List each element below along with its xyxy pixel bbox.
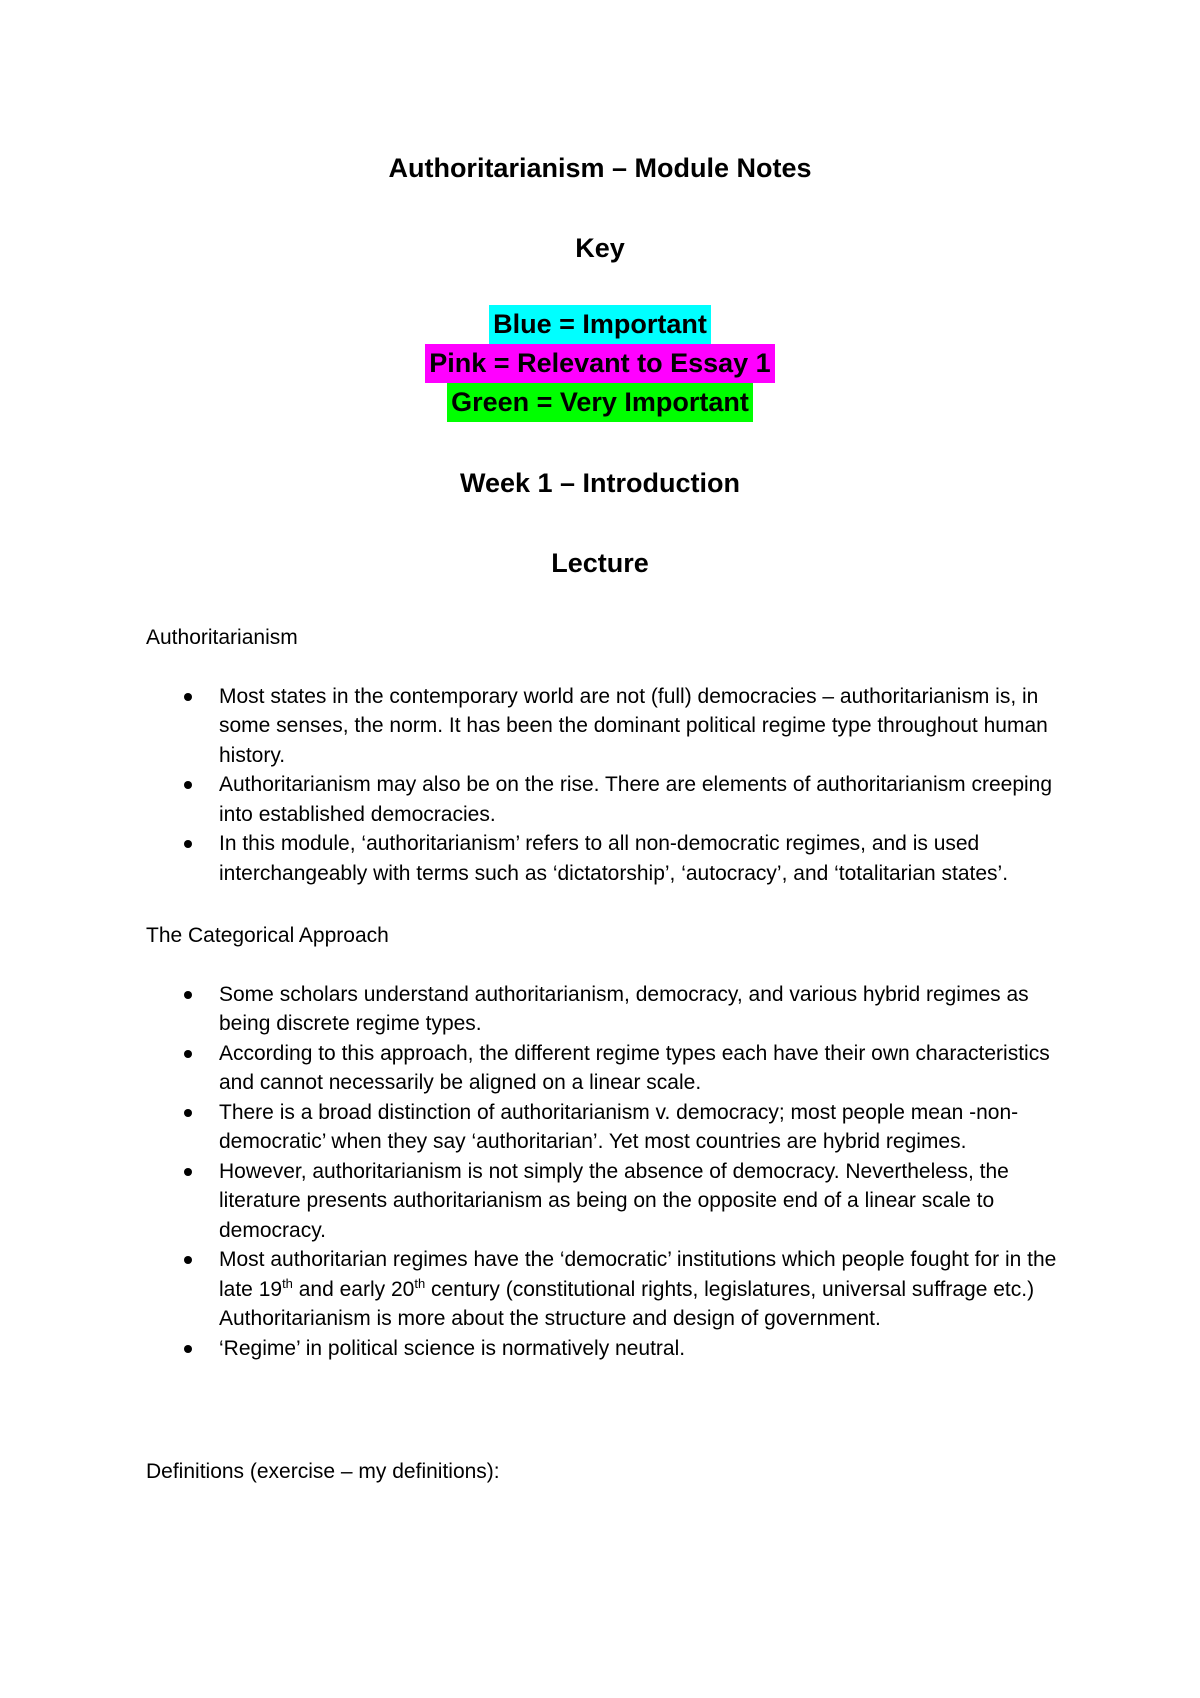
list-item-text: [219, 1248, 1056, 1330]
list-item: [146, 1157, 1076, 1246]
list-item-text: However, authoritarianism is not simply the absence of democracy. Nevertheless, the literature presents authoritarianism as being on the opposite end of a linear scale to democracy.: [219, 1159, 1009, 1242]
bullet-list: [146, 980, 1076, 1364]
section-definitions: [146, 1457, 1076, 1487]
bullet-icon: [184, 693, 192, 701]
list-item: [146, 1245, 1076, 1334]
ordinal-suffix: th: [414, 1275, 426, 1291]
bullet-icon: [184, 1345, 192, 1353]
list-item-text: According to this approach, the different regime types each have their own characteristics and cannot necessarily be aligned on a linear scale.: [219, 1041, 1050, 1094]
list-item: [146, 980, 1076, 1039]
text-segment: century (constitutional rights, legislatures, universal suffrage etc.) Authoritarianism is more about the structure and design of government.: [219, 1277, 1035, 1330]
section-heading: The Categorical Approach: [146, 924, 389, 947]
list-item-text: ‘Regime’ in political science is normatively neutral.: [219, 1336, 686, 1360]
bullet-icon: [184, 781, 192, 789]
list-item-text: There is a broad distinction of authoritarianism v. democracy; most people mean -non-democratic’ when they say ‘authoritarian’. Yet most countries are hybrid regimes.: [219, 1100, 1019, 1153]
bullet-icon: [184, 1256, 192, 1264]
ordinal-suffix: th: [282, 1275, 293, 1291]
bullet-icon: [184, 1109, 192, 1117]
list-item-text: In this module, ‘authoritarianism’ refers to all non-democratic regimes, and is used interchangeably with terms such as ‘dictatorship’, ‘autocracy’, and ‘totalitarian states’.: [219, 832, 1009, 885]
bullet-icon: [184, 1168, 192, 1176]
list-item: [146, 829, 1076, 888]
key-heading: Key: [575, 233, 625, 263]
list-item: [146, 1334, 1076, 1364]
text-segment: and early 20: [292, 1277, 415, 1301]
legend-pink-essay-relevant: Pink = Relevant to Essay 1: [425, 344, 774, 383]
list-item-text: Some scholars understand authoritarianism, democracy, and various hybrid regimes as being discrete regime types.: [219, 982, 1029, 1035]
legend-green-very-important: Green = Very Important: [447, 383, 753, 422]
section-heading: Authoritarianism: [146, 626, 298, 649]
bullet-icon: [184, 991, 192, 999]
bullet-icon: [184, 1050, 192, 1058]
list-item: [146, 682, 1076, 771]
week-heading: Week 1 – Introduction: [459, 468, 741, 498]
bullet-icon: [184, 840, 192, 848]
list-item: [146, 1039, 1076, 1098]
section-authoritarianism: [146, 623, 1076, 888]
section-heading: Definitions (exercise – my definitions):: [146, 1460, 500, 1483]
color-key-legend: [0, 305, 1200, 422]
list-item-text: Most states in the contemporary world are not (full) democracies – authoritarianism is, in some senses, the norm. It has been the dominant political regime type throughout human history.: [219, 684, 1048, 767]
text-segment: Most authoritarian regimes have the ‘democratic’ institutions which people fought for in the late 19: [219, 1248, 1057, 1301]
list-item: [146, 1098, 1076, 1157]
document-title: Authoritarianism – Module Notes: [388, 153, 812, 183]
lecture-heading: Lecture: [551, 548, 649, 578]
legend-blue-important: Blue = Important: [489, 305, 711, 344]
list-item: [146, 770, 1076, 829]
section-categorical-approach: [146, 921, 1076, 1363]
bullet-list: [146, 682, 1076, 889]
list-item-text: Authoritarianism may also be on the rise. There are elements of authoritarianism creeping into established democracies.: [219, 773, 1053, 826]
